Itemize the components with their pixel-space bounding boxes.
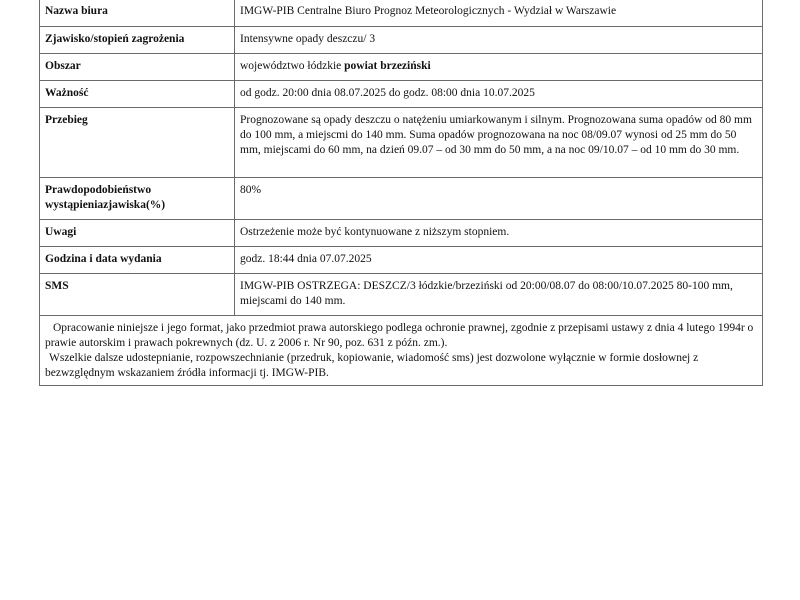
table-row (40, 274, 763, 316)
copyright-notice: Opracowanie niniejsze i jego format, jako przedmiot prawa autorskiego podlega ochronie prawnej, zgodnie z przepisami ustawy z dnia 4 lutego 1994r o prawie autorskim i prawach pokrewnych (dz. U. z 2006 r. Nr 90, poz. 631 z późn. zm.). (45, 322, 754, 349)
legal-notice (40, 316, 763, 386)
area-label: Obszar (40, 54, 235, 81)
remarks-value: Ostrzeżenie może być kontynuowane z niższym stopniem. (235, 220, 763, 247)
phenomenon-label: Zjawisko/stopień zagrożenia (40, 27, 235, 54)
table-row (40, 178, 763, 220)
validity-value: od godz. 20:00 dnia 08.07.2025 do godz. 08:00 dnia 10.07.2025 (235, 81, 763, 108)
table-row (40, 108, 763, 178)
table-row (40, 247, 763, 274)
sms-value: IMGW-PIB OSTRZEGA: DESZCZ/3 łódzkie/brzeziński od 20:00/08.07 do 08:00/10.07.2025 80-100 mm, miejscami do 140 mm. (235, 274, 763, 316)
probability-value: 80% (235, 178, 763, 220)
validity-label: Ważność (40, 81, 235, 108)
sharing-notice: Wszelkie dalsze udostepnianie, rozpowszechnianie (przedruk, kopiowanie, wiadomość sms) jest dozwolone wyłącznie w formie dosłownej z bezwzględnym wskazaniem źródła informacji tj. IMGW-PIB. (45, 352, 699, 379)
table-row (40, 0, 763, 27)
area-county: powiat brzeziński (344, 60, 431, 72)
table-row (40, 81, 763, 108)
area-value (235, 54, 763, 81)
table-row (40, 220, 763, 247)
area-voivodeship: województwo łódzkie (240, 60, 345, 72)
issued-label: Godzina i data wydania (40, 247, 235, 274)
office-label: Nazwa biura (40, 0, 235, 27)
phenomenon-value: Intensywne opady deszczu/ 3 (235, 27, 763, 54)
sms-label: SMS (40, 274, 235, 316)
probability-label: Prawdopodobieństwo wystąpieniazjawiska(%) (40, 178, 235, 220)
office-value: IMGW-PIB Centralne Biuro Prognoz Meteorologicznych - Wydział w Warszawie (235, 0, 763, 27)
table-row (40, 54, 763, 81)
course-value: Prognozowane są opady deszczu o natężeniu umiarkowanym i silnym. Prognozowana suma opadów od 80 mm do 100 mm, a miejscmi do 140 mm. Suma opadów prognozowana na noc 08/09.07 wynosi od 25 mm do 50 mm, miejscami do 60 mm, na dzień 09.07 – od 30 mm do 50 mm, a na noc 09/10.07 – od 10 mm do 30 mm. (235, 108, 763, 178)
warning-document (39, 0, 762, 386)
warning-table (39, 0, 763, 386)
course-label: Przebieg (40, 108, 235, 178)
remarks-label: Uwagi (40, 220, 235, 247)
table-row (40, 27, 763, 54)
table-row (40, 316, 763, 386)
issued-value: godz. 18:44 dnia 07.07.2025 (235, 247, 763, 274)
